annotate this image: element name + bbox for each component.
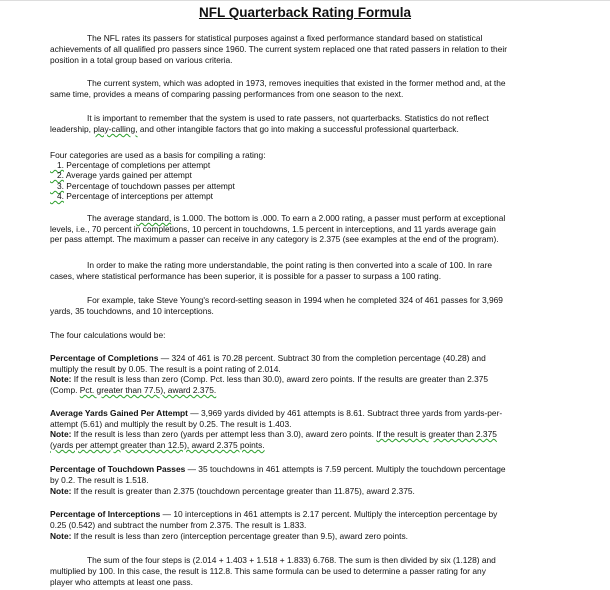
item-text: Percentage of touchdown passes per attempt xyxy=(63,181,235,191)
yards-line: attempt (5.61) and multiply the result by 0.25. The result is 1.403. xyxy=(50,419,292,429)
intro-line: It is important to remember that the system is used to rate passers, not quarterbacks. Statistics do not reflect xyxy=(87,113,489,123)
note-label: Note: xyxy=(50,531,72,541)
sum-line: player who attempts at least one pass. xyxy=(50,577,193,587)
section-label: Percentage of Interceptions xyxy=(50,509,161,519)
spellcheck-flag: If the result is greater than 2.375 xyxy=(376,429,497,439)
note-label: Note: xyxy=(50,486,72,496)
section-label: Average Yards Gained Per Attempt xyxy=(50,408,188,418)
completions-line xyxy=(50,353,486,363)
text: (Comp. xyxy=(50,385,80,395)
scale-line: cases, where statistical performance has been superior, it is possible for a passer to surpass a 100 rating. xyxy=(50,271,442,281)
touchdowns-note xyxy=(50,486,415,496)
touchdowns-line: by 0.2. The result is 1.518. xyxy=(50,475,149,485)
text: — 35 touchdowns in 461 attempts is 7.59 percent. Multiply the touchdown percentage xyxy=(185,464,506,474)
interceptions-note xyxy=(50,531,408,541)
text: and other intangible factors that go into making a successful professional quarterback. xyxy=(137,124,459,134)
text: If the result is less than zero (interception percentage greater than 9.5), award zero points. xyxy=(71,531,408,541)
spellcheck-flag: (yards per attempt greater than 12.5), award 2.375 points. xyxy=(50,440,265,450)
spellcheck-flag: play-calling, xyxy=(93,124,138,134)
touchdowns-line xyxy=(50,464,506,474)
page-top-border xyxy=(0,0,610,1)
text: — 3,969 yards divided by 461 attempts is 8.61. Subtract three yards from yards-per- xyxy=(187,408,503,418)
text: — 324 of 461 is 70.28 percent. Subtract 30 from the completion percentage (40.28) and xyxy=(158,353,486,363)
item-text: Percentage of completions per attempt xyxy=(63,160,211,170)
intro-line: position in a total group based on various criteria. xyxy=(50,55,233,65)
sum-line: multiplied by 100. In this case, the result is 112.8. This same formula can be used to determine a passer rating for any xyxy=(50,566,486,576)
standard-line: levels, i.e., 70 percent in completions, 10 percent in touchdowns, 1.5 percent in interceptions, and 11 yards average gain xyxy=(50,224,496,234)
list-number xyxy=(50,181,64,191)
example-line: yards, 35 touchdowns, and 10 interceptions. xyxy=(50,306,214,316)
spellcheck-flag: standard, xyxy=(136,213,172,223)
intro-line: The NFL rates its passers for statistical purposes against a fixed performance standard based on statistical xyxy=(87,33,483,43)
item-text: Percentage of interceptions per attempt xyxy=(63,191,213,201)
section-label: Percentage of Touchdown Passes xyxy=(50,464,186,474)
yards-note xyxy=(50,440,265,450)
num: 3. xyxy=(56,181,64,191)
intro-line: same time, provides a means of comparing passing performances from one season to the next. xyxy=(50,89,404,99)
text: is 1.000. The bottom is .000. To earn a 2.000 rating, a passer must perform at exceptional xyxy=(171,213,506,223)
standard-line: per pass attempt. The maximum a passer can receive in any category is 2.375 (see examples at the end of the program). xyxy=(50,234,499,244)
category-item xyxy=(50,160,210,170)
text: If the result is greater than 2.375 (touchdown percentage greater than 11.875), award 2.375. xyxy=(71,486,415,496)
text: If the result is less than zero (yards per attempt less than 3.0), award zero points. xyxy=(71,429,377,439)
section-label: Percentage of Completions xyxy=(50,353,159,363)
yards-note xyxy=(50,429,497,439)
completions-line: multiply the result by 0.05. The result is a point rating of 2.014. xyxy=(50,364,281,374)
completions-note xyxy=(50,374,488,384)
note-label: Note: xyxy=(50,374,72,384)
intro-line: The current system, which was adopted in 1973, removes inequities that existed in the former method and, at the xyxy=(87,78,506,88)
item-text: Average yards gained per attempt xyxy=(63,170,192,180)
completions-note xyxy=(50,385,216,395)
intro-line: achievements of all qualified pro passers since 1960. The current system replaced one that rated passers in relation to their xyxy=(50,44,507,54)
sum-line: The sum of the four steps is (2.014 + 1.403 + 1.518 + 1.833) 6.768. The sum is then divided by six (1.128) and xyxy=(87,555,496,565)
intro-line xyxy=(50,124,459,134)
num: 1. xyxy=(56,160,64,170)
list-number xyxy=(50,170,64,180)
category-item xyxy=(50,181,235,191)
interceptions-line xyxy=(50,509,497,519)
list-number xyxy=(50,191,64,201)
interceptions-line: 0.25 (0.542) and subtract the number from 2.375. The result is 1.833. xyxy=(50,520,307,530)
yards-line xyxy=(50,408,502,418)
document-title xyxy=(0,5,610,20)
scale-line: In order to make the rating more understandable, the point rating is then converted into a scale of 100. In rare xyxy=(87,260,493,270)
text: The average xyxy=(87,213,137,223)
text: If the result is less than zero (Comp. Pct. less than 30.0), award zero points. If the results are greater than 2.375 xyxy=(71,374,489,384)
categories-heading: Four categories are used as a basis for compiling a rating: xyxy=(50,150,266,160)
category-item xyxy=(50,170,192,180)
note-label: Note: xyxy=(50,429,72,439)
four-calculations: The four calculations would be: xyxy=(50,330,166,340)
title-text: NFL Quarterback Rating Formula xyxy=(198,5,412,20)
text: leadership, xyxy=(50,124,94,134)
example-line: For example, take Steve Young's record-setting season in 1994 when he completed 324 of 461 passes for 3,969 xyxy=(87,295,503,305)
num: 4. xyxy=(56,191,64,201)
num: 2. xyxy=(56,170,64,180)
list-number xyxy=(50,160,64,170)
text: — 10 interceptions in 461 attempts is 2.17 percent. Multiply the interception percentage by xyxy=(160,509,498,519)
spellcheck-flag: Pct. greater than 77.5), award 2.375. xyxy=(79,385,217,395)
standard-line xyxy=(87,213,505,223)
category-item xyxy=(50,191,213,201)
